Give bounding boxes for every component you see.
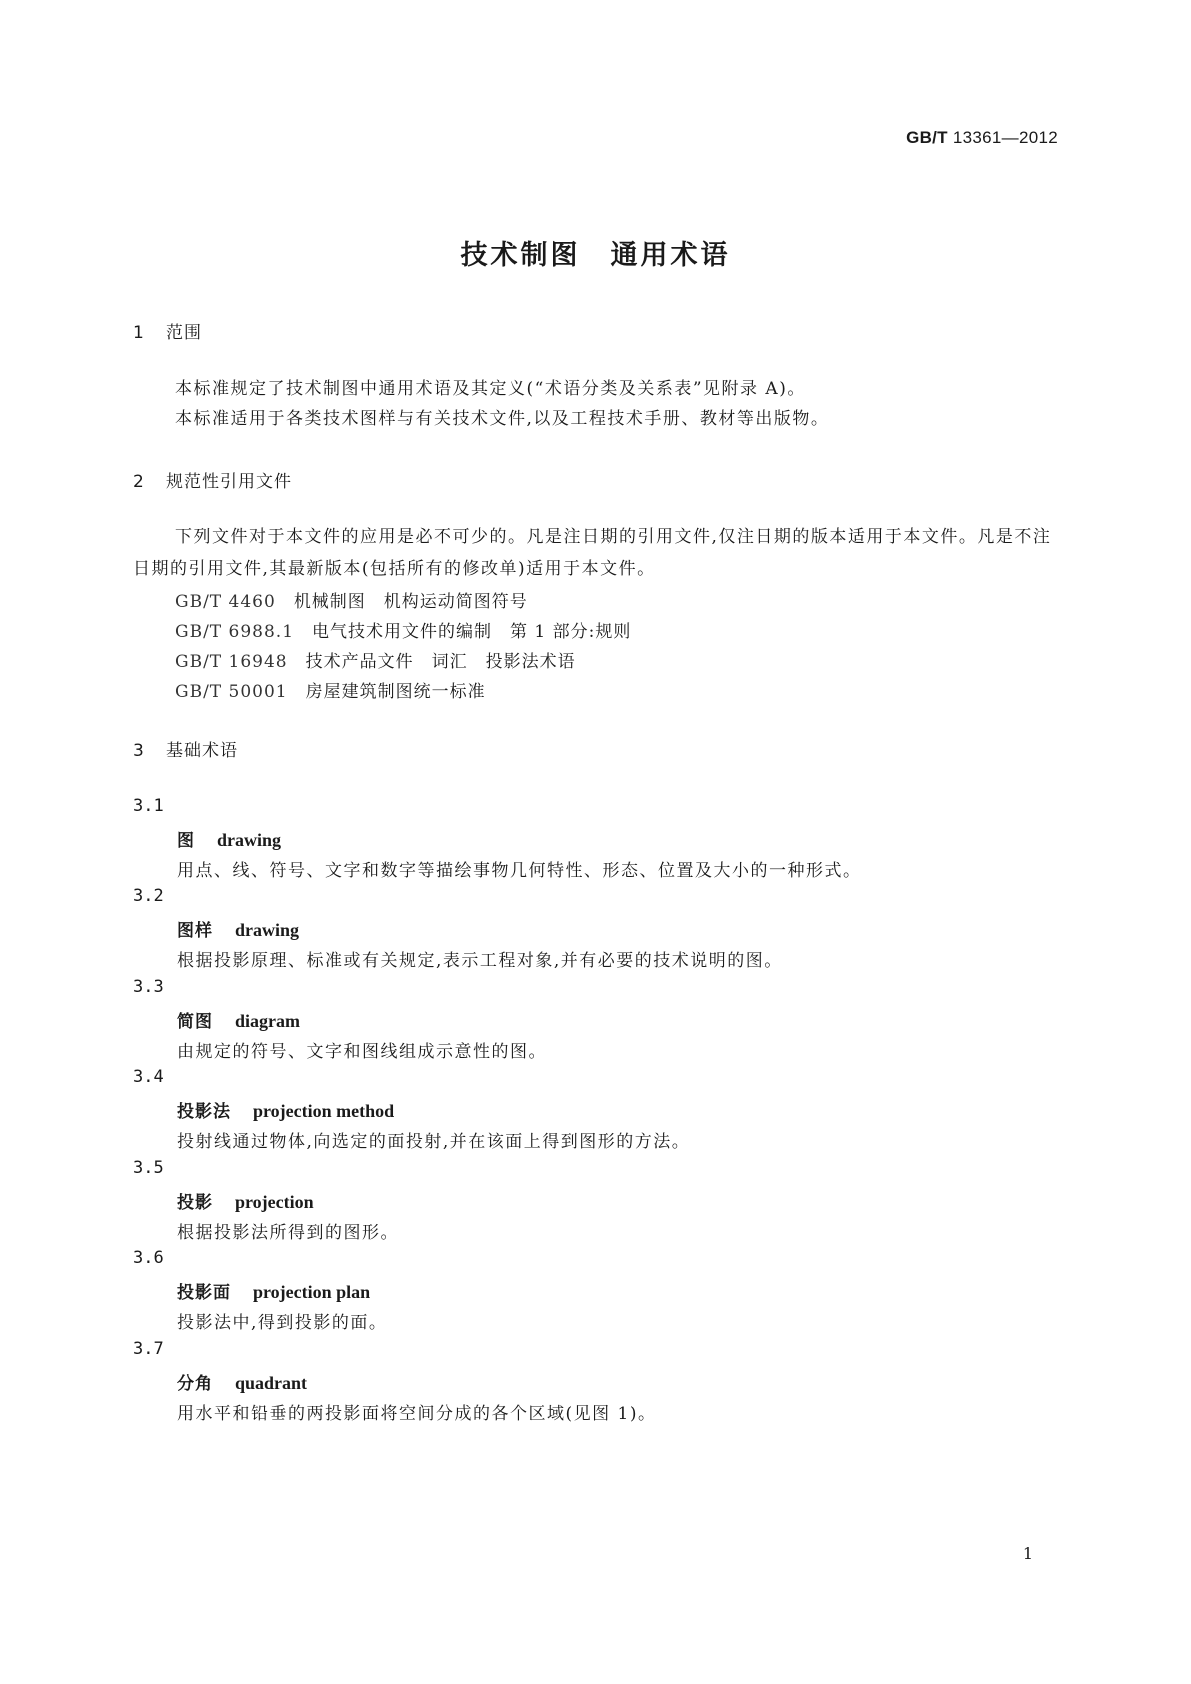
paragraph: 本标准适用于各类技术图样与有关技术文件,以及工程技术手册、教材等出版物。 [175, 409, 830, 429]
section-title: 基础术语 [166, 741, 238, 761]
page-number: 1 [1022, 1544, 1033, 1563]
term-number: 3.2 [133, 886, 164, 906]
section-heading-normative-references [133, 467, 292, 492]
term-heading: 投影 projection [177, 1192, 314, 1213]
term-definition: 由规定的符号、文字和图线组成示意性的图。 [177, 1042, 547, 1062]
term-number: 3.5 [133, 1158, 164, 1178]
term-definition: 投影法中,得到投影的面。 [177, 1313, 388, 1333]
term-heading: 投影面 projection plan [177, 1282, 371, 1303]
term-definition: 根据投影法所得到的图形。 [177, 1223, 399, 1243]
term-definition: 投射线通过物体,向选定的面投射,并在该面上得到图形的方法。 [177, 1132, 691, 1152]
reference-item: GB/T 6988.1 电气技术用文件的编制 第 1 部分:规则 [175, 622, 632, 642]
paragraph: 本标准规定了技术制图中通用术语及其定义(“术语分类及关系表”见附录 A)。 [175, 379, 806, 399]
term-heading: 图样 drawing [177, 920, 300, 941]
term-definition: 用水平和铅垂的两投影面将空间分成的各个区域(见图 1)。 [177, 1404, 657, 1424]
term-number: 3.4 [133, 1067, 164, 1087]
term-heading: 投影法 projection method [177, 1101, 395, 1122]
standard-code: 13361—2012 [952, 128, 1058, 147]
term-number: 3.3 [133, 977, 164, 997]
term-heading: 图 drawing [177, 830, 282, 851]
reference-item: GB/T 16948 技术产品文件 词汇 投影法术语 [175, 652, 576, 672]
section-number: 2 [133, 472, 145, 492]
section-heading-scope [133, 318, 202, 343]
section-title: 范围 [166, 323, 202, 343]
reference-item: GB/T 4460 机械制图 机构运动简图符号 [175, 592, 528, 612]
reference-item: GB/T 50001 房屋建筑制图统一标准 [175, 682, 486, 702]
section-title: 规范性引用文件 [166, 472, 292, 492]
term-number: 3.6 [133, 1248, 164, 1268]
term-heading: 分角 quadrant [177, 1373, 308, 1394]
section-number: 3 [133, 741, 145, 761]
term-number: 3.7 [133, 1339, 164, 1359]
section-heading-basic-terms [133, 736, 238, 761]
term-number: 3.1 [133, 796, 164, 816]
standard-prefix: GB/T [906, 128, 948, 147]
term-definition: 根据投影原理、标准或有关规定,表示工程对象,并有必要的技术说明的图。 [177, 951, 783, 971]
term-heading: 简图 diagram [177, 1011, 300, 1032]
term-definition: 用点、线、符号、文字和数字等描绘事物几何特性、形态、位置及大小的一种形式。 [177, 861, 862, 881]
paragraph: 下列文件对于本文件的应用是必不可少的。凡是注日期的引用文件,仅注日期的版本适用于本文件。凡是不注日期的引用文件,其最新版本(包括所有的修改单)适用于本文件。 [133, 527, 1052, 579]
standard-number [906, 128, 1058, 148]
section-number: 1 [133, 323, 145, 343]
document-title: 技术制图 通用术语 [460, 240, 731, 271]
